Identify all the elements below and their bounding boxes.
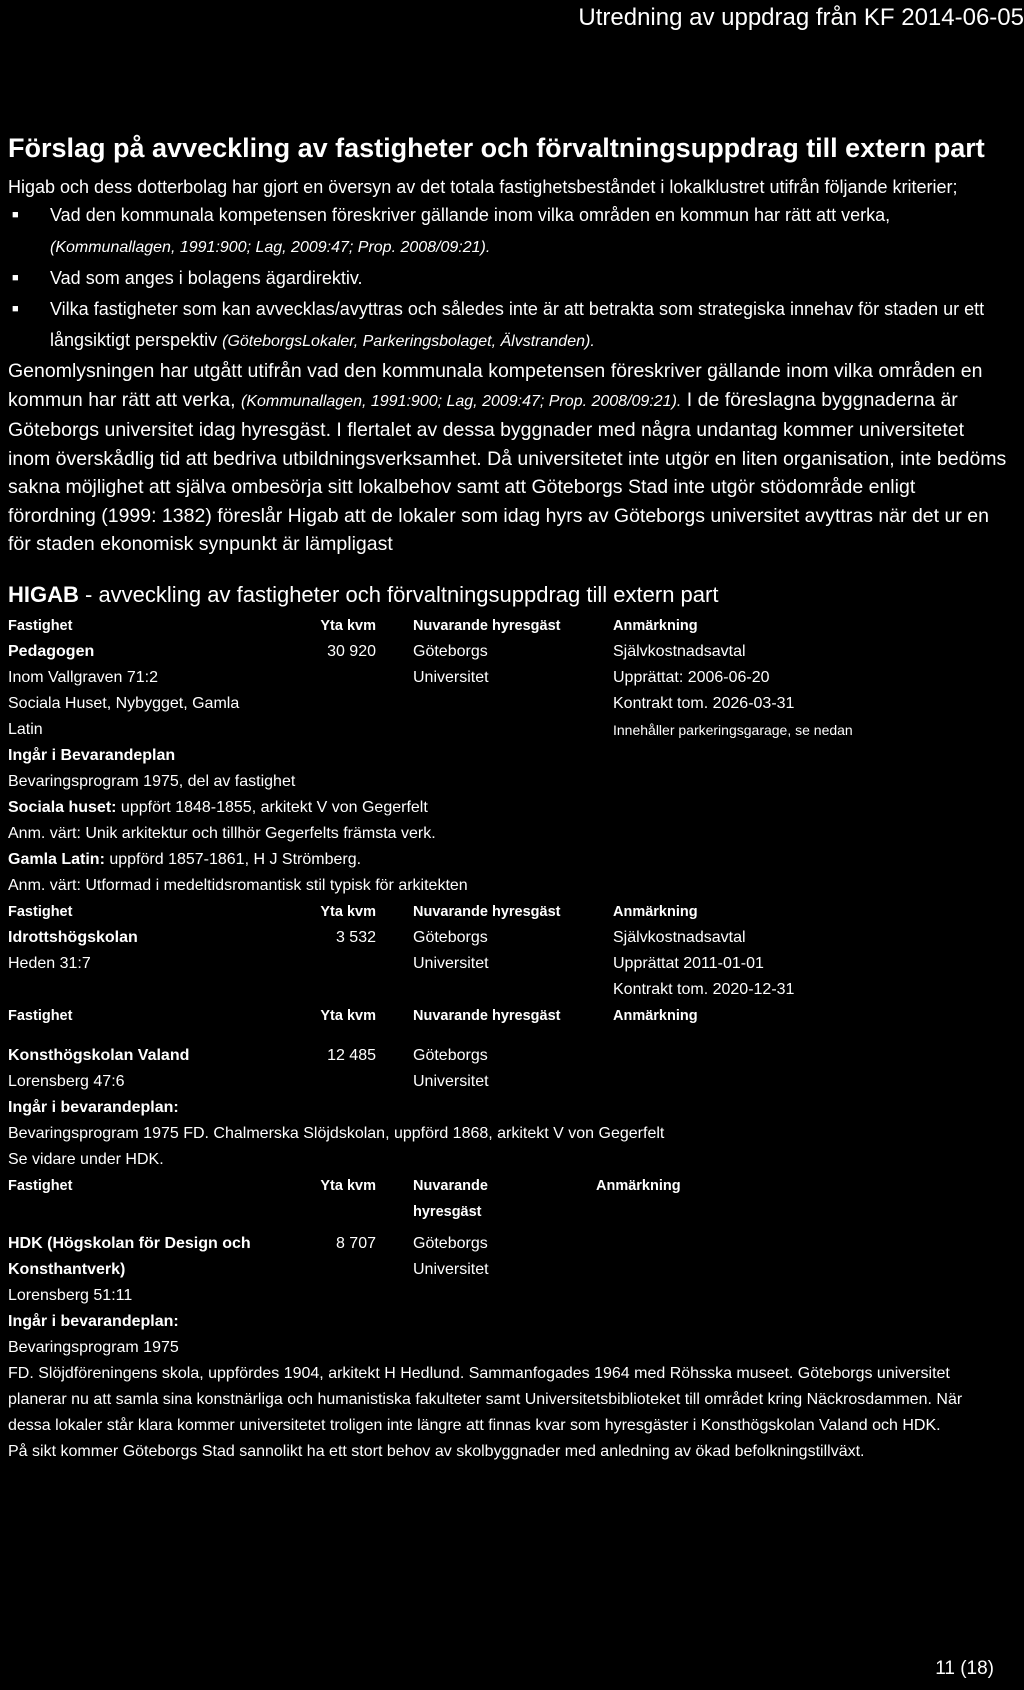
list-item: ■ Vilka fastigheter som kan avvecklas/avyttras och således inte är att betrakta som strategiska innehav för staden ur ett långsiktigt perspektiv (GöteborgsLokaler, Parkeringsbolaget, Älvstranden). — [8, 294, 1008, 357]
property-block-valand: Fastighet Yta kvm Nuvarande hyresgäst Anmärkning Konsthögskolan Valand 12 485 Göteborgs Lorensberg 47:6 Universitet Ingår i bevarandeplan: Bevaringsprogram 1975 FD. Chalmerska Slöjdskolan, uppförd 1868, arkitekt V von Gegerfelt Se vidare under HDK. — [8, 1003, 1008, 1173]
page-title: Förslag på avveckling av fastigheter och förvaltningsuppdrag till extern part — [8, 133, 985, 163]
footer-paragraph: FD. Slöjdföreningens skola, uppfördes 1904, arkitekt H Hedlund. Sammanfogades 1964 med Röhsska museet. Göteborgs universitet planerar nu att samla sina konstnärliga och humanistiska fakulteter samt Universitetsbiblioteket till området kring Näckrosdammen. När dessa lokaler står klara kommer universitetet troligen inte längre att finnas kvar som hyresgäster i Konsthögskolan Valand och HDK. — [8, 1364, 963, 1434]
bullet-icon: ■ — [12, 209, 19, 221]
conservation-heading: Ingår i bevarandeplan: — [8, 1098, 179, 1116]
property-block-idrottshogskolan — [8, 899, 1008, 1003]
list-item: ■ Vad den kommunala kompetensen föreskriver gällande inom vilka områden en kommun har rätt att verka, (Kommunallagen, 1991:900; Lag, 2009:47; Prop. 2008/09:21). — [8, 200, 1008, 263]
bullet-icon: ■ — [12, 303, 19, 315]
table-header: Fastighet Yta kvm Nuvarande hyresgäst Anmärkning — [8, 1007, 698, 1024]
table-row: Idrottshögskolan 3 532 Göteborgs Självkostnadsavtal — [8, 925, 1008, 951]
table-header: Fastighet Yta kvm Nuvarande hyresgäst Anmärkning — [8, 903, 698, 920]
page-number: 11 (18) — [935, 1658, 994, 1679]
table-header: Fastighet Yta kvm Nuvarande hyresgäst Anmärkning — [8, 617, 698, 634]
table-row: Inom Vallgraven 71:2 Universitet Upprättat: 2006-06-20 — [8, 668, 770, 686]
area-value: 12 485 — [327, 1046, 376, 1064]
page-header: Utredning av uppdrag från KF 2014-06-05 — [578, 4, 1024, 31]
table-header: Fastighet Yta kvm Nuvarande Anmärkning — [8, 1177, 681, 1194]
table-header: hyresgäst — [413, 1203, 482, 1220]
table-row: Latin Innehåller parkeringsgarage, se nedan — [8, 720, 853, 738]
property-name: Konsthögskolan Valand — [8, 1046, 190, 1064]
reference: (GöteborgsLokaler, Parkeringsbolaget, Älvstranden). — [222, 333, 595, 350]
table-row: Sociala Huset, Nybygget, Gamla Kontrakt tom. 2026-03-31 — [8, 694, 795, 712]
body-paragraph: Genomlysningen har utgått utifrån vad den kommunala kompetensen föreskriver gällande inom vilka områden en kommun har rätt att verka, (Kommunallagen, 1991:900; Lag, 2009:47; Prop. 2008/09:21). I de föreslagna byggnaderna är Göteborgs universitet idag hyresgäst. I flertalet av dessa byggnader med några undantag kommer universitetet inom överskådlig tid att bedriva utbildningsverksamhet. Då universitetet inte utgör en liten organisation, inte bedöms sakna möjlighet att själva ombesörja sitt lokalbehov samt att Göteborgs Stad inte utgör stödområde enligt förordning (1999: 1382) föreslår Higab att de lokaler som idag hyrs av Göteborgs universitet avyttras när det ur en för staden ekonomisk synpunkt är lämpligast — [8, 360, 1007, 555]
table-row: Lorensberg 47:6 Universitet — [8, 1072, 489, 1090]
property-block-hdk: Fastighet Yta kvm Nuvarande Anmärkning hyresgäst HDK (Högskolan för Design och 8 707 Göteborgs Konsthantverk) Universitet Lorensberg 51:11 Ingår i bevarandeplan: Bevaringsprogram 1975 — [8, 1173, 1008, 1361]
footer-paragraph: På sikt kommer Göteborgs Stad sannolikt ha ett stort behov av skolbyggnader med anledning av ökad befolkningstillväxt. — [8, 1442, 865, 1460]
table-row: HDK (Högskolan för Design och 8 707 Göteborgs — [8, 1231, 1008, 1257]
property-block-pedagogen: Fastighet Yta kvm Nuvarande hyresgäst Anmärkning Pedagogen 30 920 Göteborgs Självkostnadsavtal Inom Vallgraven 71:2 Universitet Upprättat: 2006-06-20 Sociala Huset, Nybygget, Gamla Kontrakt tom. 2026-03-31 Latin Innehåller parkeringsgarage, se nedan Ingår i Bevarandeplan Bevaringsprogram 1975, del av fastighet Sociala huset: uppfört 1848-1855, arkitekt V von Gegerfelt Anm. värt: Unik arkitektur och tillhör Gegerfelts främsta verk. Gamla Latin: uppförd 1857-1861, H J Strömberg. Anm. värt: Utformad i medeltidsromantisk stil typisk för arkitekten — [8, 613, 1008, 899]
table-row: Konsthögskolan Valand 12 485 Göteborgs — [8, 1043, 1008, 1069]
area-value: 30 920 — [327, 642, 376, 660]
list-item: ■ Vad som anges i bolagens ägardirektiv. — [8, 263, 1008, 294]
conservation-heading: Ingår i Bevarandeplan — [8, 746, 176, 764]
table-row: Kontrakt tom. 2020-12-31 — [613, 980, 795, 998]
conservation-heading: Ingår i bevarandeplan: — [8, 1312, 179, 1330]
reference: (Kommunallagen, 1991:900; Lag, 2009:47; Prop. 2008/09:21). — [50, 239, 491, 256]
property-name: Pedagogen — [8, 642, 95, 660]
table-row: Pedagogen 30 920 Göteborgs Självkostnadsavtal — [8, 639, 1008, 665]
document-body — [8, 130, 1008, 1465]
area-value: 3 532 — [335, 928, 376, 946]
table-row: Heden 31:7 Universitet Upprättat 2011-01-01 — [8, 954, 764, 972]
criteria-list — [8, 200, 1008, 357]
bullet-icon: ■ — [12, 272, 19, 284]
property-name: Idrottshögskolan — [8, 928, 138, 946]
section-heading: HIGAB - avveckling av fastigheter och förvaltningsuppdrag till extern part — [8, 581, 719, 607]
table-row: Konsthantverk) Universitet — [8, 1260, 489, 1278]
reference: (Kommunallagen, 1991:900; Lag, 2009:47; Prop. 2008/09:21). — [241, 392, 682, 410]
property-name: HDK (Högskolan för Design och — [8, 1234, 251, 1252]
area-value: 8 707 — [335, 1234, 376, 1252]
intro-text: Higab och dess dotterbolag har gjort en översyn av det totala fastighetsbeståndet i lokalklustret utifrån följande kriterier; — [8, 177, 958, 197]
